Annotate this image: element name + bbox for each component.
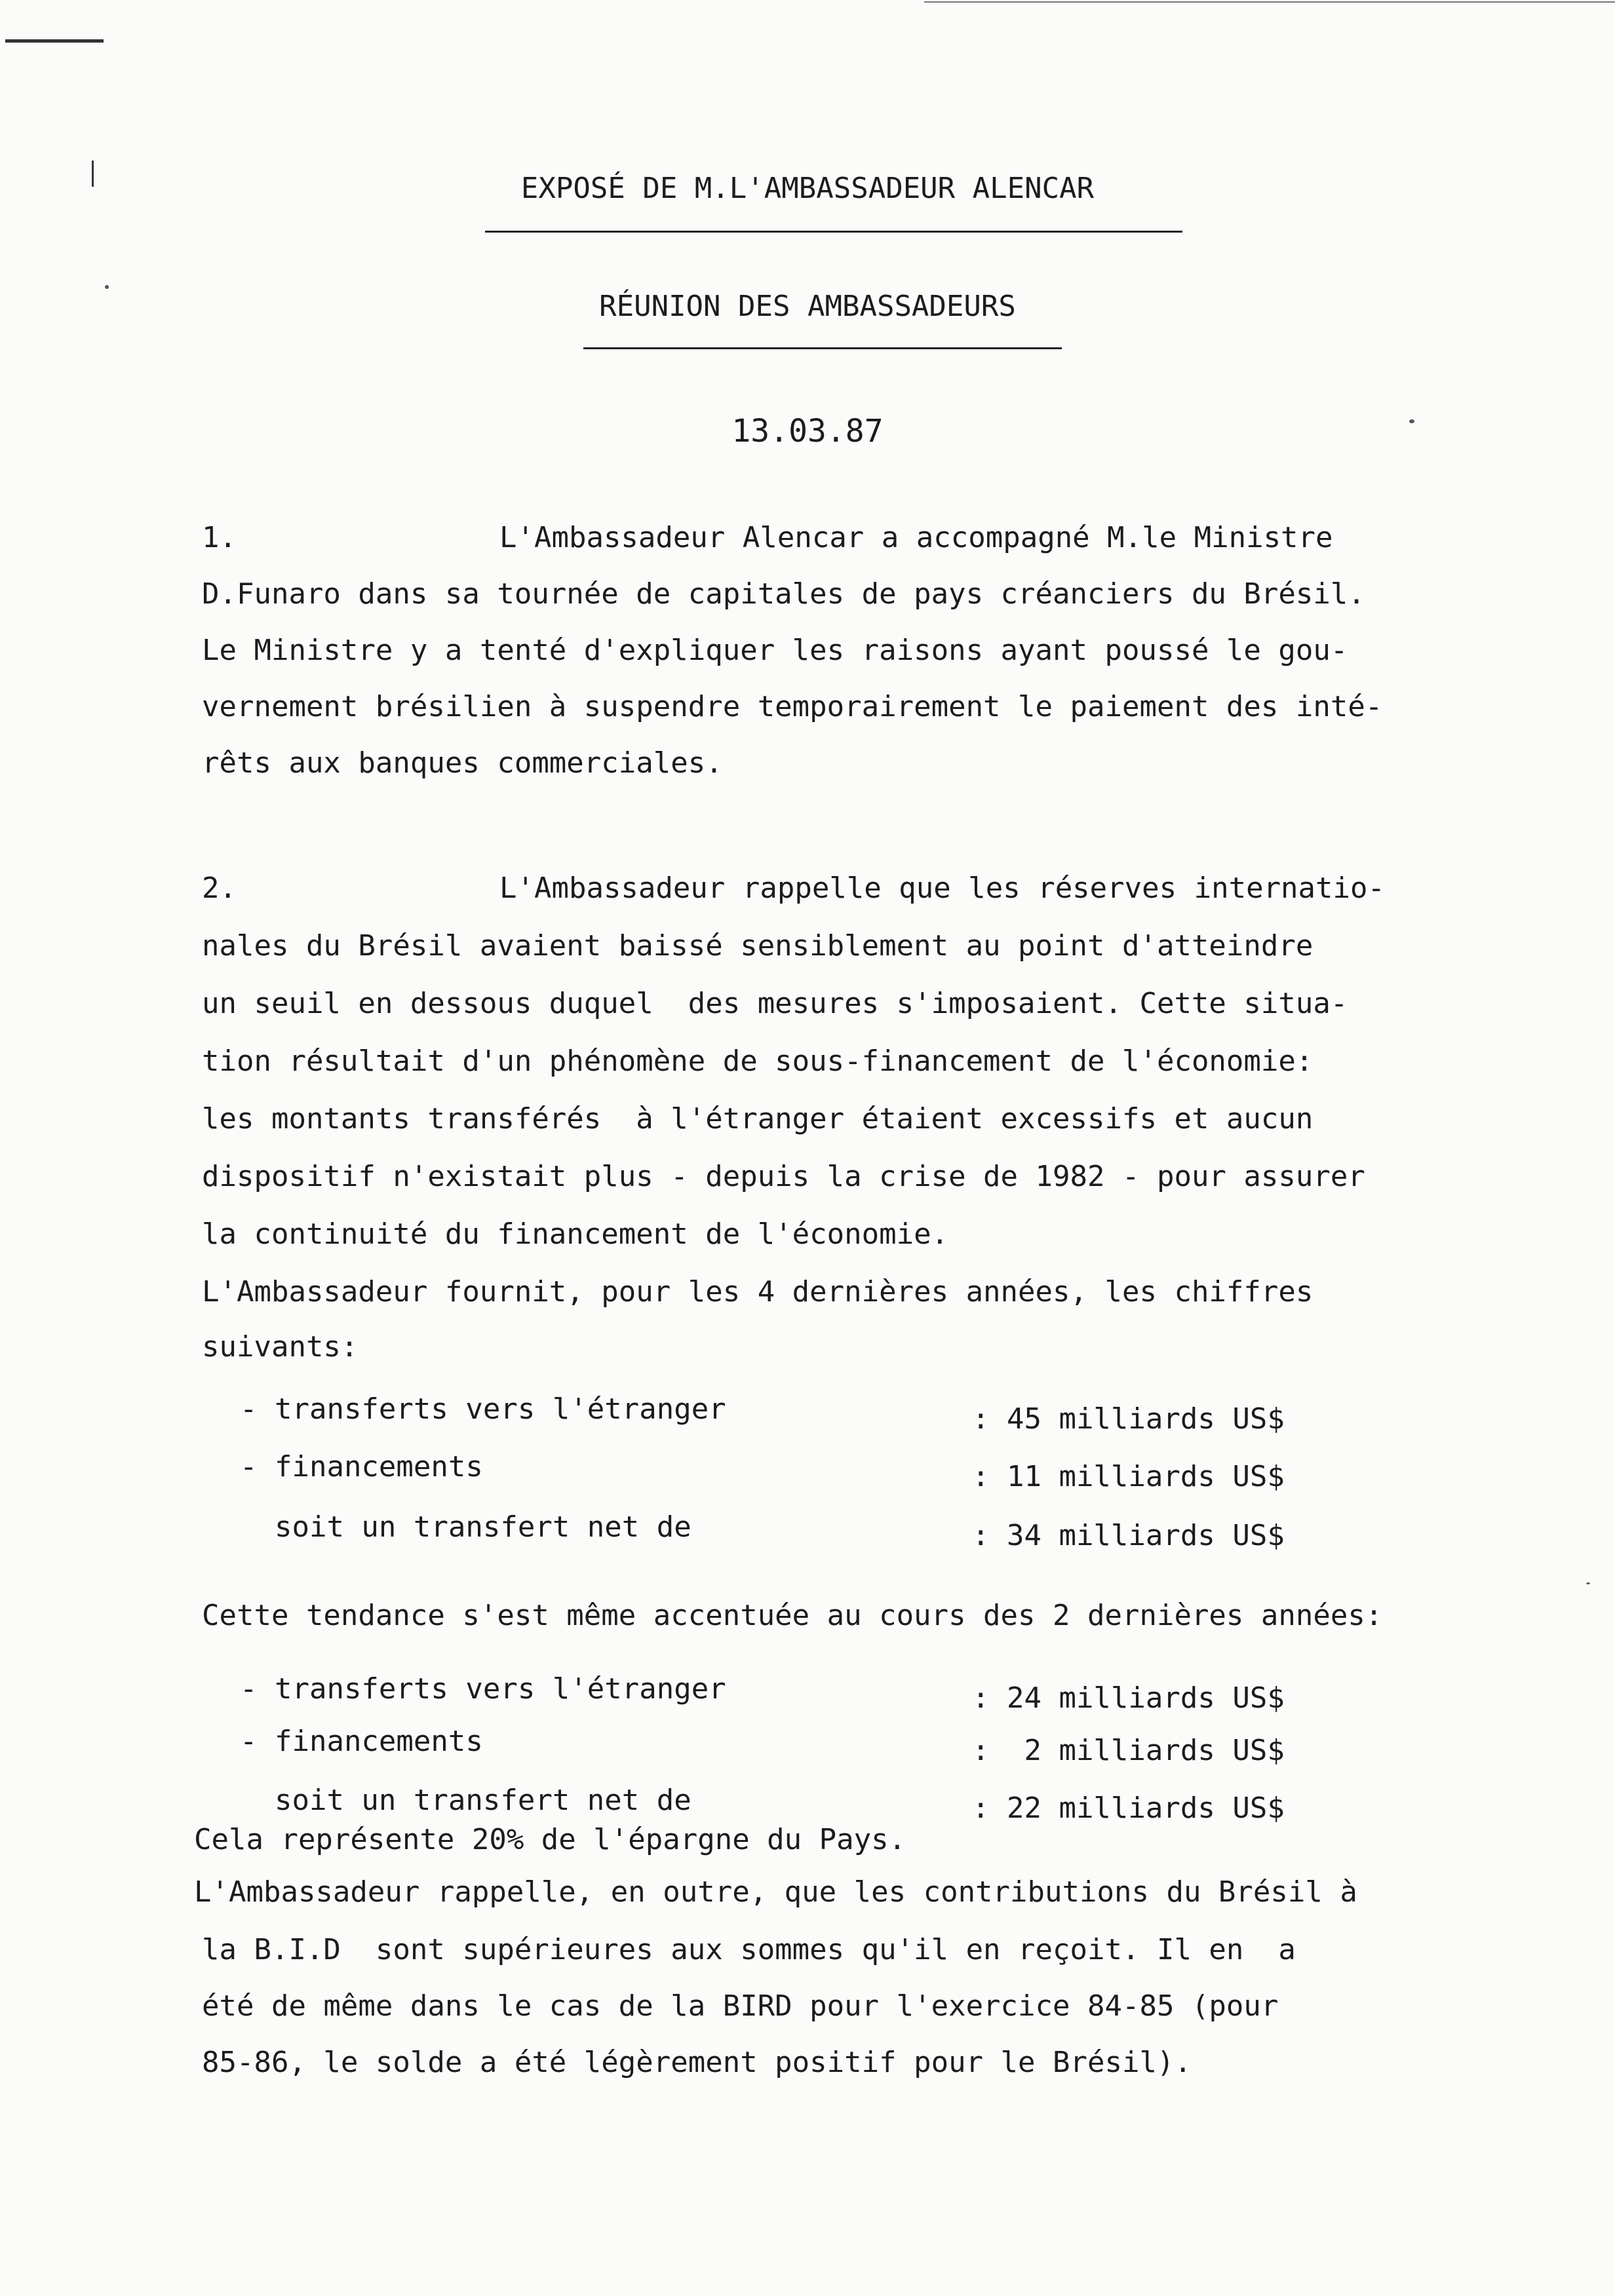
section-2-line: nales du Brésil avaient baissé sensiblement au point d'atteindre bbox=[202, 929, 1313, 963]
scan-mark-top-right bbox=[924, 1, 1615, 3]
document-date: 13.03.87 bbox=[731, 413, 884, 450]
document-title: EXPOSÉ DE M.L'AMBASSADEUR ALENCAR bbox=[520, 172, 1095, 205]
section-1-line: D.Funaro dans sa tournée de capitales de pays créanciers du Brésil. bbox=[202, 577, 1365, 611]
section-2-line: dispositif n'existait plus - depuis la crise de 1982 - pour assurer bbox=[202, 1160, 1365, 1193]
section-1-line: vernement brésilien à suspendre temporairement le paiement des inté- bbox=[202, 690, 1383, 723]
table1-value: : 11 milliards US$ bbox=[972, 1460, 1285, 1493]
section-2-line: L'Ambassadeur rappelle que les réserves internatio- bbox=[499, 871, 1386, 905]
scan-mark-top-left bbox=[5, 39, 104, 43]
document-subtitle: RÉUNION DES AMBASSADEURS bbox=[599, 290, 1016, 323]
closing-line: Cela représente 20% de l'épargne du Pays. bbox=[194, 1823, 906, 1856]
table1-value: : 45 milliards US$ bbox=[972, 1402, 1285, 1436]
subtitle-underline bbox=[583, 347, 1062, 349]
table2-label: soit un transfert net de bbox=[240, 1784, 691, 1817]
trend-line: Cette tendance s'est même accentuée au cours des 2 dernières années: bbox=[202, 1599, 1383, 1632]
section-1-number: 1. bbox=[202, 521, 237, 554]
section-2-number: 2. bbox=[202, 871, 237, 905]
section-2-line: tion résultait d'un phénomène de sous-financement de l'économie: bbox=[202, 1044, 1313, 1078]
table1-label: - financements bbox=[240, 1450, 483, 1483]
title-underline bbox=[485, 231, 1182, 233]
section-2-line: la continuité du financement de l'économie. bbox=[202, 1217, 949, 1251]
closing-line: la B.I.D sont supérieures aux sommes qu'il en reçoit. Il en a bbox=[202, 1933, 1296, 1966]
section-2-line: suivants: bbox=[202, 1330, 359, 1364]
table2-value: : 2 milliards US$ bbox=[972, 1734, 1285, 1767]
closing-line: été de même dans le cas de la BIRD pour l'exercice 84-85 (pour bbox=[202, 1989, 1279, 2023]
section-1-line: Le Ministre y a tenté d'expliquer les raisons ayant poussé le gou- bbox=[202, 634, 1348, 667]
table1-value: : 34 milliards US$ bbox=[972, 1519, 1285, 1552]
table2-label: - financements bbox=[240, 1725, 483, 1758]
scan-speck bbox=[1586, 1582, 1590, 1584]
section-2-line: les montants transférés à l'étranger étaient excessifs et aucun bbox=[202, 1102, 1313, 1136]
table2-label: - transferts vers l'étranger bbox=[240, 1672, 726, 1706]
closing-line: L'Ambassadeur rappelle, en outre, que les contributions du Brésil à bbox=[194, 1875, 1357, 1909]
table1-label: - transferts vers l'étranger bbox=[240, 1392, 726, 1426]
section-1-line: L'Ambassadeur Alencar a accompagné M.le Ministre bbox=[499, 521, 1333, 554]
section-2-line: L'Ambassadeur fournit, pour les 4 dernières années, les chiffres bbox=[202, 1275, 1313, 1309]
table2-value: : 22 milliards US$ bbox=[972, 1791, 1285, 1825]
section-1-line: rêts aux banques commerciales. bbox=[202, 746, 723, 780]
section-2-line: un seuil en dessous duquel des mesures s'imposaient. Cette situa- bbox=[202, 987, 1348, 1020]
closing-line: 85-86, le solde a été légèrement positif pour le Brésil). bbox=[202, 2046, 1192, 2079]
table1-label: soit un transfert net de bbox=[240, 1510, 691, 1544]
scan-speck bbox=[105, 285, 109, 289]
table2-value: : 24 milliards US$ bbox=[972, 1681, 1285, 1715]
